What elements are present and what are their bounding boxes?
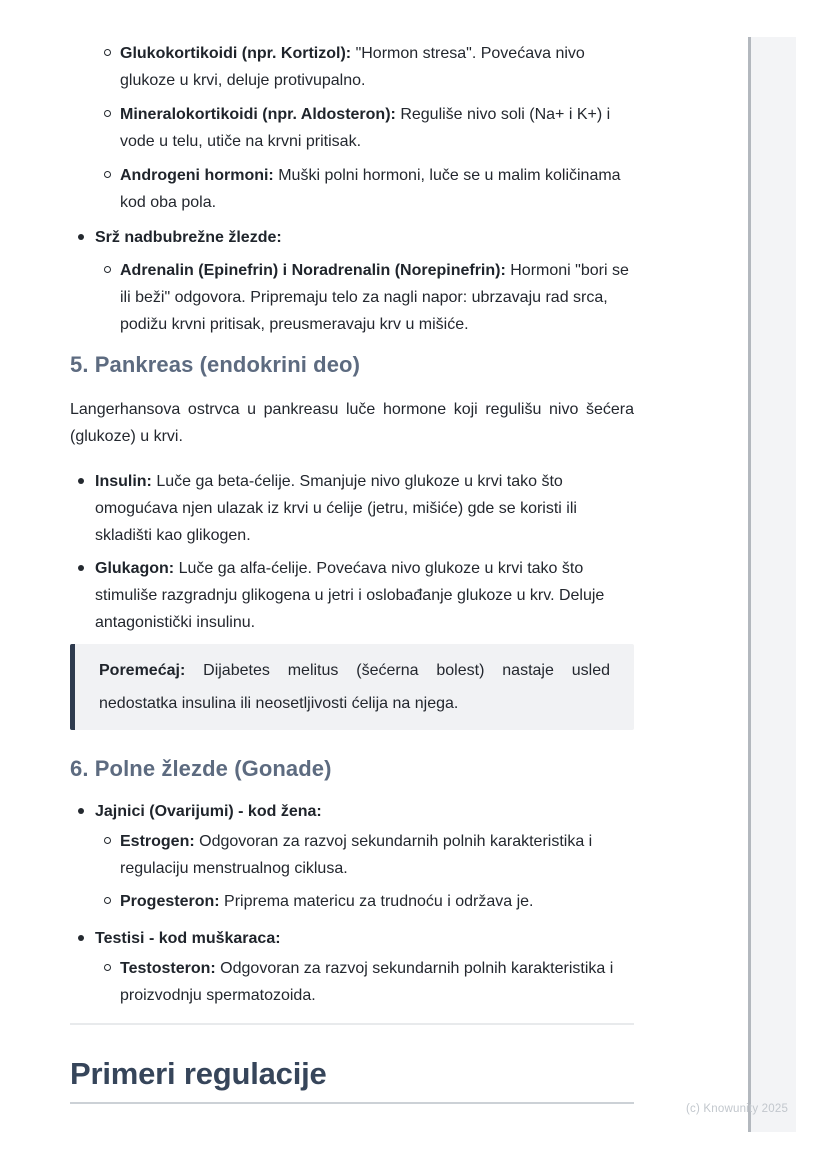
list-item-term: Srž nadbubrežne žlezde: — [95, 229, 282, 246]
viewer-gutter — [748, 37, 796, 1132]
adrenal-cortex-sublist — [70, 40, 634, 216]
list-item-desc: Odgovoran za razvoj sekundarnih polnih karakteristika i proizvodnju spermatozoida. — [120, 960, 614, 1004]
list-item-term: Testisi - kod muškaraca: — [95, 930, 281, 947]
callout-desc: Dijabetes melitus (šećerna bolest) nastaje usled nedostatka insulina ili neosetljivosti ćelija na njega. — [99, 662, 610, 712]
pankreas-hormones-list — [70, 468, 634, 636]
list-item-desc: Luče ga alfa-ćelije. Povećava nivo glukoze u krvi tako što stimuliše razgradnju glikogena u jetri i oslobađanje glukoze u krv. Deluje antagonistički insulinu. — [95, 560, 605, 631]
circle-bullet-icon — [104, 171, 111, 178]
section-heading-gonade: 6. Polne žlezde (Gonade) — [70, 756, 332, 781]
list-item-desc: Reguliše nivo soli (Na+ i K+) i vode u telu, utiče na krvni pritisak. — [120, 106, 611, 150]
list-item-term: Glukokortikoidi (npr. Kortizol): — [120, 45, 352, 62]
gonade-list — [70, 798, 634, 1009]
list-item-desc: Muški polni hormoni, luče se u malim količinama kod oba pola. — [120, 167, 621, 211]
list-item-desc: Hormoni "bori se ili beži" odgovora. Pripremaju telo za nagli napor: ubrzavaju rad srca, podižu krvni pritisak, preusmeravaju krv u mišiće. — [120, 262, 629, 333]
bullet-icon — [78, 565, 84, 571]
page-title-primeri-regulacije: Primeri regulacije — [70, 1056, 327, 1091]
pankreas-intro-paragraph: Langerhansova ostrvca u pankreasu luče hormone koji regulišu nivo šećera (glukoze) u krvi. — [70, 401, 634, 445]
section-divider — [70, 1023, 634, 1025]
list-item-mineralokortikoidi — [70, 101, 634, 155]
list-item-term: Mineralokortikoidi (npr. Aldosteron): — [120, 106, 396, 123]
callout-poremecaj — [70, 644, 634, 730]
callout-term: Poremećaj: — [99, 662, 186, 679]
list-item-term: Progesteron: — [120, 893, 220, 910]
list-item-jajnici — [70, 798, 634, 825]
circle-bullet-icon — [104, 110, 111, 117]
list-item-desc: Priprema matericu za trudnoću i održava je. — [224, 893, 534, 910]
bullet-icon — [78, 234, 84, 240]
circle-bullet-icon — [104, 837, 111, 844]
list-item-term: Adrenalin (Epinefrin) i Noradrenalin (Norepinefrin): — [120, 262, 506, 279]
list-item-glukagon — [70, 555, 634, 636]
list-item-term: Estrogen: — [120, 833, 195, 850]
list-item-term: Androgeni hormoni: — [120, 167, 274, 184]
list-item-desc: Luče ga beta-ćelije. Smanjuje nivo glukoze u krvi tako što omogućava njen ulazak iz krvi u ćelije (jetru, mišiće) gde se koristi ili skladišti kao glikogen. — [95, 473, 577, 544]
circle-bullet-icon — [104, 964, 111, 971]
list-item-term: Glukagon: — [95, 560, 175, 577]
list-item-insulin — [70, 468, 634, 549]
bullet-icon — [78, 935, 84, 941]
callout-text — [99, 654, 610, 720]
circle-bullet-icon — [104, 266, 111, 273]
title-underline — [70, 1102, 634, 1104]
list-item-term: Insulin: — [95, 473, 152, 490]
list-item-progesteron — [70, 888, 634, 915]
section-heading-pankreas: 5. Pankreas (endokrini deo) — [70, 352, 361, 377]
list-item-term: Testosteron: — [120, 960, 216, 977]
list-item-testosteron — [70, 955, 634, 1009]
list-item-testisi — [70, 925, 634, 952]
copyright-note: (c) Knowunity 2025 — [686, 1103, 789, 1115]
bullet-icon — [78, 808, 84, 814]
list-item-androgeni — [70, 162, 634, 216]
circle-bullet-icon — [104, 897, 111, 904]
list-item-desc: Odgovoran za razvoj sekundarnih polnih karakteristika i regulaciju menstrualnog ciklusa. — [120, 833, 593, 877]
page-content — [70, 40, 634, 1104]
list-item-srz-nadbubrezne — [70, 224, 634, 251]
list-item-adrenalin — [70, 257, 634, 338]
ovaries-sublist — [70, 828, 634, 915]
list-item-desc: "Hormon stresa". Povećava nivo glukoze u krvi, deluje protivupalno. — [120, 45, 585, 89]
testes-sublist — [70, 955, 634, 1009]
circle-bullet-icon — [104, 49, 111, 56]
list-item-glukokortikoidi — [70, 40, 634, 94]
bullet-icon — [78, 478, 84, 484]
adrenal-medulla-sublist — [70, 257, 634, 338]
list-item-term: Jajnici (Ovarijumi) - kod žena: — [95, 803, 322, 820]
list-item-estrogen — [70, 828, 634, 882]
